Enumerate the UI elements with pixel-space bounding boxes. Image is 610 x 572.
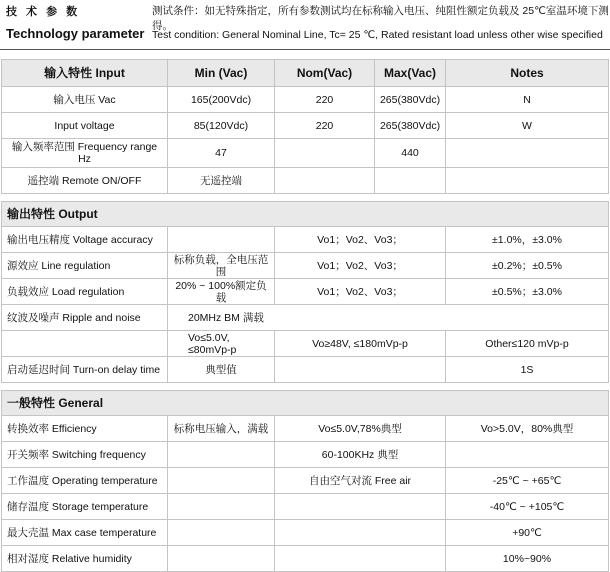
cell-ripple-high: Vo≥48V, ≤180mVp-p bbox=[275, 331, 446, 357]
cell-condition bbox=[168, 227, 275, 253]
table-row bbox=[2, 113, 609, 139]
cell-detail bbox=[275, 357, 446, 383]
cell-min: 无遥控端 bbox=[168, 168, 275, 194]
cell-min: 85(120Vdc) bbox=[168, 113, 275, 139]
table-row bbox=[2, 468, 609, 494]
cell-value: ±0.5%；±3.0% bbox=[446, 279, 609, 305]
row-label: 输入电压 Vac bbox=[2, 87, 168, 113]
cell-condition bbox=[168, 468, 275, 494]
row-label bbox=[2, 331, 168, 357]
row-label: 开关频率 Switching frequency bbox=[2, 442, 168, 468]
cell-nom: 220 bbox=[275, 113, 375, 139]
cell-condition: 20% ~ 100%额定负载 bbox=[168, 279, 275, 305]
cell-value bbox=[446, 442, 609, 468]
table-row bbox=[2, 494, 609, 520]
condition-cn: 测试条件：如无特殊指定，所有参数测试均在标称输入电压、纯阻性额定负载及 25℃室温环境下测得。 bbox=[152, 5, 609, 32]
cell-detail: 自由空气对流 Free air bbox=[275, 468, 446, 494]
cell-ripple-low: Vo≤5.0V, ≤80mVp-p bbox=[168, 331, 275, 357]
row-label: 储存温度 Storage temperature bbox=[2, 494, 168, 520]
table-row bbox=[2, 279, 609, 305]
cell-detail: Vo≤5.0V,78%典型 bbox=[275, 416, 446, 442]
cell-max bbox=[375, 168, 446, 194]
cell-condition: 标称电压输入，满载 bbox=[168, 416, 275, 442]
cell-value: ±0.2%；±0.5% bbox=[446, 253, 609, 279]
row-label: 转换效率 Efficiency bbox=[2, 416, 168, 442]
cell-min: 165(200Vdc) bbox=[168, 87, 275, 113]
cell-notes bbox=[446, 139, 609, 168]
cell-condition: 标称负载，全电压范围 bbox=[168, 253, 275, 279]
row-label: 工作温度 Operating temperature bbox=[2, 468, 168, 494]
row-label: 负载效应 Load regulation bbox=[2, 279, 168, 305]
spec-table bbox=[1, 59, 609, 572]
cell-condition bbox=[168, 494, 275, 520]
table-row bbox=[2, 331, 609, 357]
section-title: 输出特性 Output bbox=[2, 202, 609, 227]
table-row bbox=[2, 168, 609, 194]
cell-detail: 60-100KHz 典型 bbox=[275, 442, 446, 468]
table-row bbox=[2, 520, 609, 546]
row-label: Input voltage bbox=[2, 113, 168, 139]
cell-value: -40℃ ~ +105℃ bbox=[446, 494, 609, 520]
cell-notes bbox=[446, 168, 609, 194]
column-header-row bbox=[2, 60, 609, 87]
header-rule bbox=[0, 49, 610, 50]
table-row bbox=[2, 305, 609, 331]
cell-ripple-other: Other≤120 mVp-p bbox=[446, 331, 609, 357]
cell-min: 47 bbox=[168, 139, 275, 168]
row-label: 最大壳温 Max case temperature bbox=[2, 520, 168, 546]
col-input: 输入特性 Input bbox=[2, 60, 168, 87]
cell-value: +90℃ bbox=[446, 520, 609, 546]
cell-value: Vo>5.0V，80%典型 bbox=[446, 416, 609, 442]
cell-detail: Vo1；Vo2、Vo3； bbox=[275, 253, 446, 279]
table-row bbox=[2, 87, 609, 113]
section-output bbox=[2, 202, 609, 227]
table-row bbox=[2, 253, 609, 279]
cell-value: 1S bbox=[446, 357, 609, 383]
table-row bbox=[2, 442, 609, 468]
col-min: Min (Vac) bbox=[168, 60, 275, 87]
cell-max: 440 bbox=[375, 139, 446, 168]
header bbox=[0, 0, 610, 56]
cell-value: 10%~90% bbox=[446, 546, 609, 572]
cell-condition: 典型值 bbox=[168, 357, 275, 383]
row-label: 输入频率范围 Frequency range Hz bbox=[2, 139, 168, 168]
table-row bbox=[2, 357, 609, 383]
cell-nom bbox=[275, 168, 375, 194]
cell-condition bbox=[168, 442, 275, 468]
cell-nom: 220 bbox=[275, 87, 375, 113]
cell-detail: Vo1；Vo2、Vo3； bbox=[275, 227, 446, 253]
table-row bbox=[2, 139, 609, 168]
cell-condition: 20MHz BM 满载 bbox=[168, 305, 609, 331]
row-label: 输出电压精度 Voltage accuracy bbox=[2, 227, 168, 253]
cell-notes: W bbox=[446, 113, 609, 139]
row-label: 源效应 Line regulation bbox=[2, 253, 168, 279]
cell-condition bbox=[168, 520, 275, 546]
cell-nom bbox=[275, 139, 375, 168]
col-nom: Nom(Vac) bbox=[275, 60, 375, 87]
cell-max: 265(380Vdc) bbox=[375, 87, 446, 113]
title-en: Technology parameter bbox=[6, 26, 145, 41]
table-row bbox=[2, 227, 609, 253]
cell-value: ±1.0%，±3.0% bbox=[446, 227, 609, 253]
cell-max: 265(380Vdc) bbox=[375, 113, 446, 139]
section-general bbox=[2, 391, 609, 416]
cell-detail: Vo1；Vo2、Vo3； bbox=[275, 279, 446, 305]
section-gap bbox=[2, 383, 609, 391]
cell-detail bbox=[275, 494, 446, 520]
title-cn: 技 术 参 数 bbox=[6, 6, 81, 18]
cell-notes: N bbox=[446, 87, 609, 113]
condition-en: Test condition: General Nominal Line, Tc= 25 ℃, Rated resistant load unless other wise specified bbox=[152, 29, 603, 41]
col-notes: Notes bbox=[446, 60, 609, 87]
cell-detail bbox=[275, 520, 446, 546]
section-title: 一般特性 General bbox=[2, 391, 609, 416]
row-label: 遥控端 Remote ON/OFF bbox=[2, 168, 168, 194]
row-label: 启动延迟时间 Turn-on delay time bbox=[2, 357, 168, 383]
col-max: Max(Vac) bbox=[375, 60, 446, 87]
cell-value: -25℃ ~ +65℃ bbox=[446, 468, 609, 494]
table-row bbox=[2, 416, 609, 442]
row-label: 纹波及噪声 Ripple and noise bbox=[2, 305, 168, 331]
row-label: 相对湿度 Relative humidity bbox=[2, 546, 168, 572]
section-gap bbox=[2, 194, 609, 202]
